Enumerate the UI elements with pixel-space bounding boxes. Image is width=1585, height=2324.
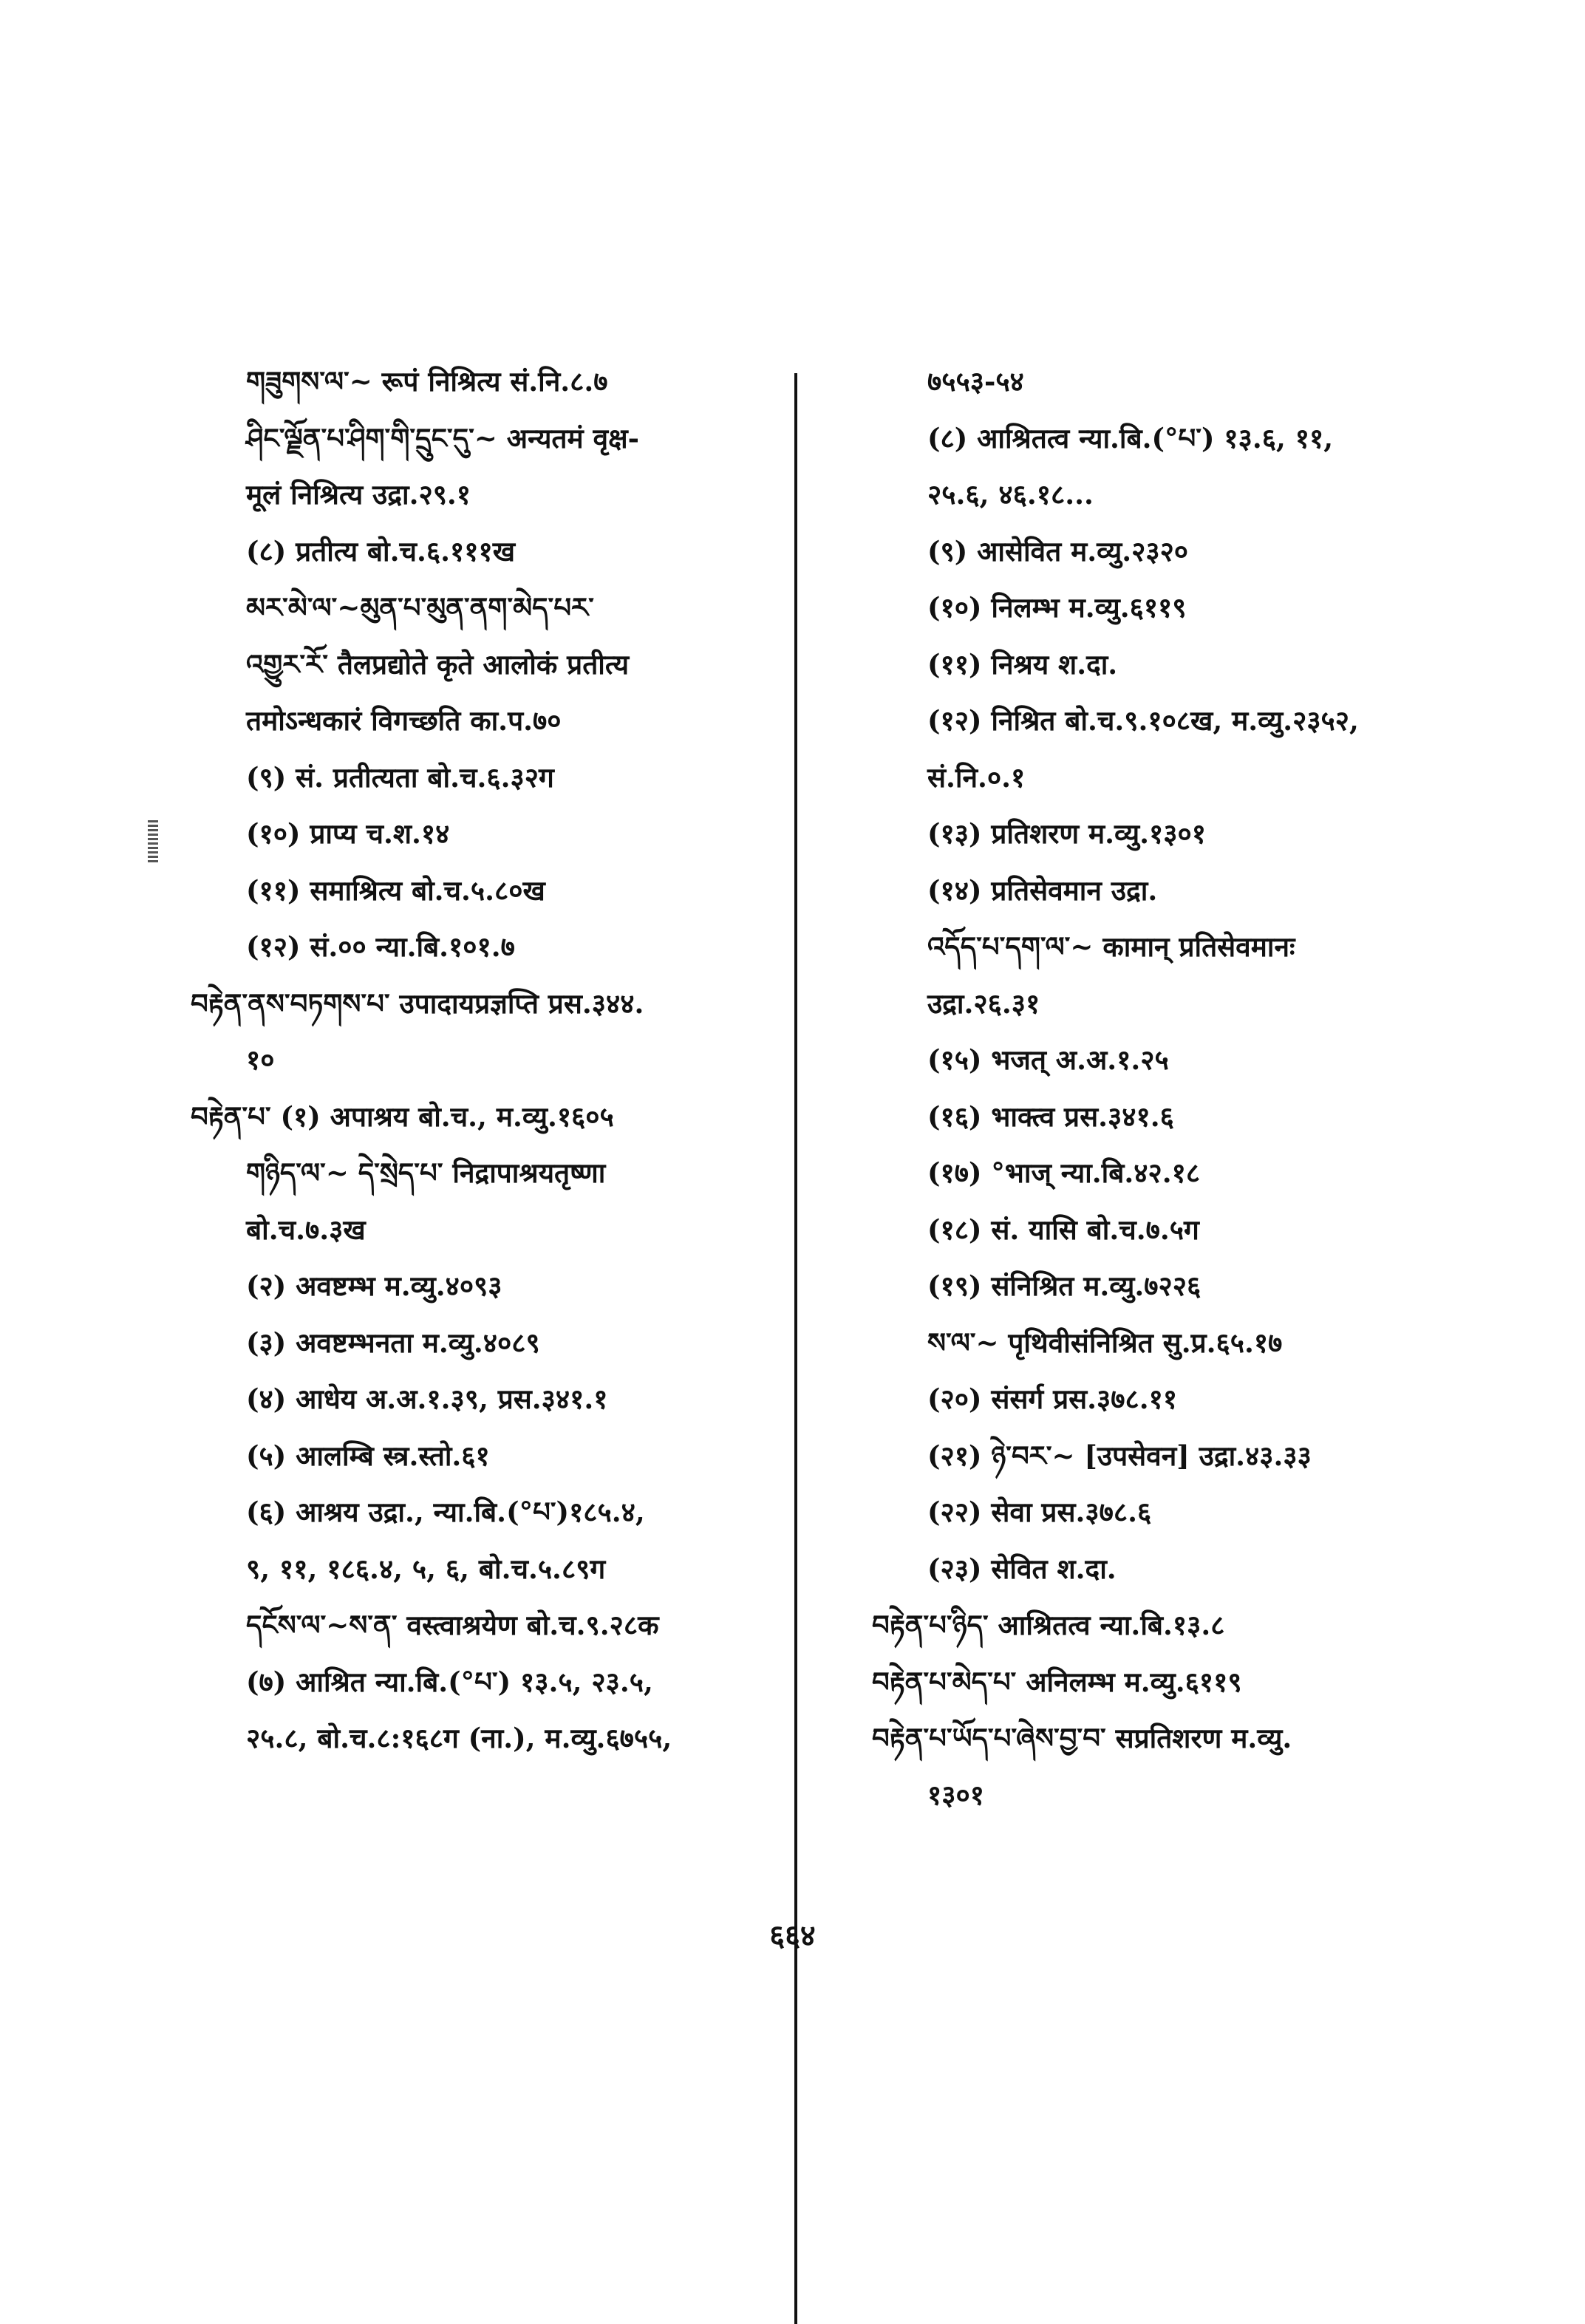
entry-line: (२३) सेवित श.दा. — [927, 1552, 1117, 1585]
entry-line: གཉིད་ལ་~ དེ་སྲེད་པ་ निद्रापाश्रयतृष्णा — [246, 1156, 606, 1189]
entry-line: (५) आलम्बि स्त्र.स्तो.६१ — [246, 1439, 490, 1472]
entry-line: (२१) ཉེ་བར་~ [उपसेवन] उद्रा.४३.३३ — [927, 1439, 1312, 1472]
entry-line: १३०१ — [927, 1778, 984, 1811]
right-column — [872, 353, 1485, 1823]
entry-line: (६) आश्रय उद्रा., न्या.बि.(°པ་)१८५.४, — [246, 1496, 645, 1528]
entry-line: (८) प्रतीत्य बो.च.६.१११ख — [246, 534, 516, 568]
entry-line: བརྟེན་པ་ཡོད་པ་ཞེས་བྱ་བ་ सप्रतिशरण म.व्यु. — [872, 1722, 1292, 1754]
entry-line: (२२) सेवा प्रस.३७८.६ — [927, 1496, 1152, 1528]
entry-line: (१२) सं.०० न्या.बि.१०१.७ — [246, 930, 515, 963]
entry-line: འགྱུར་རོ་ तैलप्रद्योते कृते आलोकं प्रतीत्य — [246, 647, 630, 681]
entry-line: (११) समाश्रित्य बो.च.५.८०ख — [246, 873, 545, 907]
entry-line: (१०) प्राप्य च.श.१४ — [246, 817, 450, 850]
entry-line: (१०) निलम्भ म.व्यु.६११९ — [927, 591, 1187, 624]
entry-line: उद्रा.२६.३१ — [927, 986, 1040, 1020]
entry-line: (८) आश्रितत्व न्या.बि.(°པ་) १३.६, ११, — [927, 421, 1334, 454]
entry-line: (२) अवष्टम्भ म.व्यु.४०९३ — [246, 1270, 502, 1302]
entry-line: ས་ལ་~ पृथिवीसंनिश्रित सु.प्र.६५.१७ — [927, 1326, 1283, 1359]
entry-line: (३) अवष्टम्भनता म.व्यु.४०८९ — [246, 1326, 540, 1359]
entry-line: (४) आधेय अ.अ.१.३९, प्रस.३४१.१ — [246, 1383, 608, 1415]
entry-line: ९, ११, १८६.४, ५, ६, बो.च.५.८९ग — [246, 1552, 606, 1585]
entry-line: གཟུགས་ལ་~ रूपं निश्रित्य सं.नि.८.७ — [246, 365, 608, 398]
entry-line: (११) निश्रय श.दा. — [927, 647, 1118, 681]
entry-line: ७५५३-५४ — [927, 365, 1024, 398]
entry-line: བརྟེན་པ་ (१) अपाश्रय बो.च., म.व्यु.१६०५ — [191, 1100, 614, 1133]
entry-line: (९) आसेवित म.व्यु.२३२० — [927, 534, 1189, 568]
entry-line: (१४) प्रतिसेवमान उद्रा. — [927, 873, 1158, 907]
entry-line: མར་མེ་ལ་~མུན་པ་མུན་ནག་མེད་པར་ — [246, 591, 594, 624]
entry-line: (१७) °भाज् न्या.बि.४२.१८ — [927, 1156, 1201, 1189]
entry-line: (२०) संसर्ग प्रस.३७८.११ — [927, 1383, 1178, 1415]
entry-line: (१३) प्रतिशरण म.व्यु.१३०१ — [927, 817, 1206, 850]
entry-line: (१२) निश्रित बो.च.९.१०८ख, म.व्यु.२३५२, — [927, 704, 1359, 737]
entry-line: བརྟེན་ནས་བཏགས་པ་ उपादायप्रज्ञप्ति प्रस.३४४. — [191, 986, 644, 1020]
entry-line: བརྟེན་པ་ཉིད་ आश्रितत्व न्या.बि.१३.८ — [872, 1609, 1225, 1641]
entry-line: बो.च.७.३ख — [246, 1213, 366, 1246]
entry-line: ཤིང་ལྗོན་པ་ཤིག་གི་དྲུང་དུ་~ अन्यतमं वृक्ष- — [246, 421, 639, 454]
entry-line: तमोऽन्धकारं विगच्छति का.प.७० — [246, 704, 562, 737]
column-divider — [794, 373, 797, 2324]
entry-line: २५.६, ४६.१८... — [927, 478, 1094, 511]
entry-line: (१९) संनिश्रित म.व्यु.७२२६ — [927, 1270, 1201, 1302]
entry-line: (१८) सं. यासि बो.च.७.५ग — [927, 1213, 1199, 1246]
entry-line: (१६) भाक्त्व प्रस.३४१.६ — [927, 1100, 1174, 1133]
entry-line: मूलं निश्रित्य उद्रा.२९.१ — [246, 478, 471, 511]
entry-line: १० — [246, 1043, 275, 1076]
margin-mark — [148, 820, 158, 865]
entry-line: २५.८, बो.च.८:१६८ग (ना.), म.व्यु.६७५५, — [246, 1722, 672, 1754]
entry-line: सं.नि.०.१ — [927, 760, 1026, 794]
entry-line: (७) आश्रित न्या.बि.(°པ་) १३.५, २३.५, — [246, 1665, 653, 1698]
entry-line: བརྟེན་པ་མེད་པ་ अनिलम्भ म.व्यु.६११९ — [872, 1665, 1242, 1698]
page-number: ६६४ — [769, 1918, 816, 1953]
entry-line: དངོས་ལ་~ས་ན་ वस्त्वाश्रयेण बो.च.९.२८क — [246, 1609, 659, 1641]
entry-line: (१५) भजत् अ.अ.१.२५ — [927, 1043, 1169, 1076]
entry-line: (९) सं. प्रतीत्यता बो.च.६.३२ग — [246, 760, 554, 794]
entry-line: འདོད་པ་དག་ལ་~ कामान् प्रतिसेवमानः — [927, 930, 1295, 963]
left-column — [191, 353, 782, 1767]
